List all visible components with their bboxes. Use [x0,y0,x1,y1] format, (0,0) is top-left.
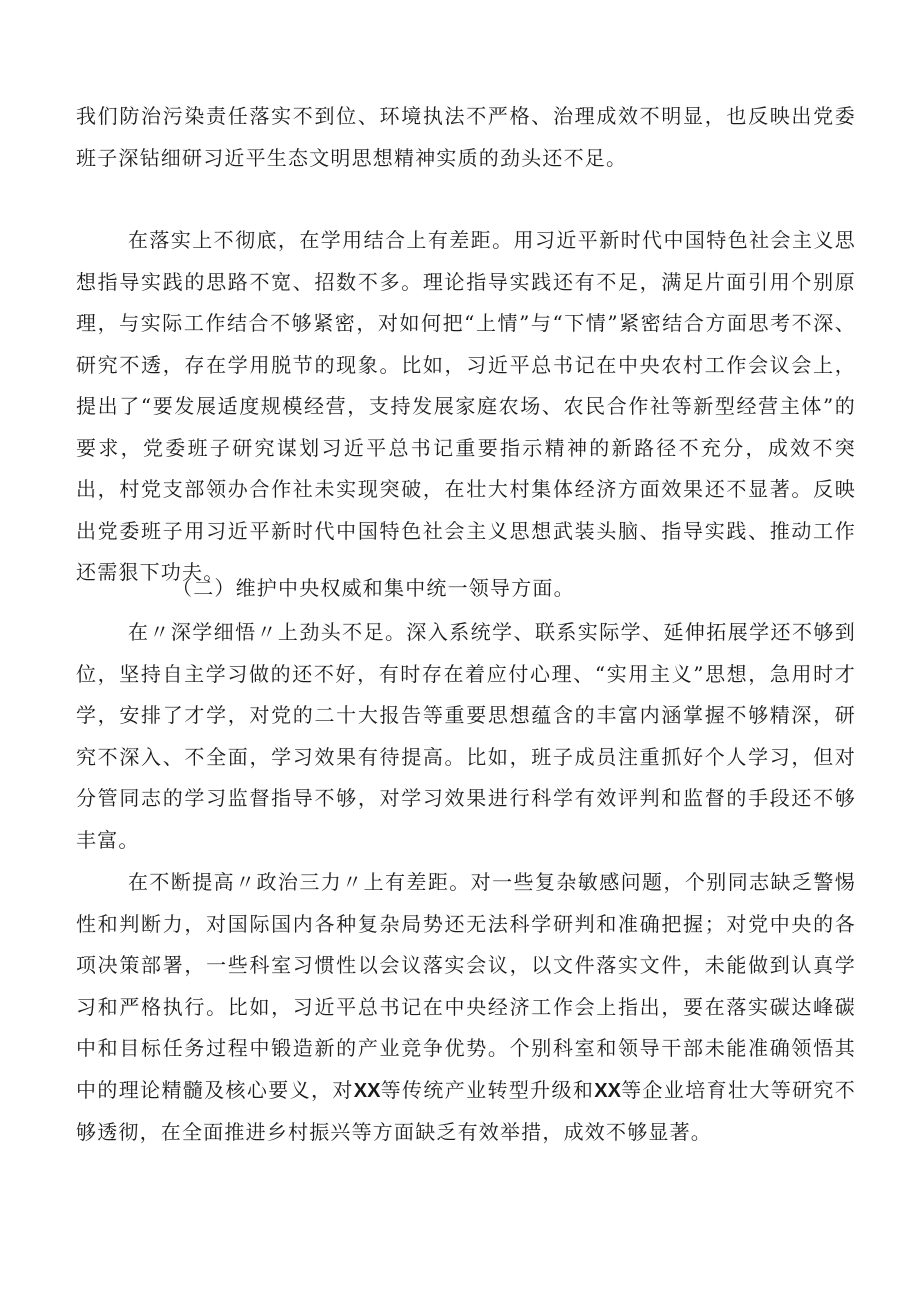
paragraph-text-part-1: 在不断提高〃政治三力〃上有差距。对一些复杂敏感问题，个别同志缺乏警惕性和判断力，对国际国内各种复杂局势还无法科学研判和准确把握；对党中央的各项决策部署，一些科室习惯性以会议落实会议，以文件落实文件，未能做到认真学习和严格执行。比如，习近平总书记在中央经济工作会上指出，要在落实碳达峰碳中和目标任务过程中锻造新的产业竞争优势。个别科室和领导干部未能准确领悟其中的理论精髓及核心要义，对 [76,870,856,1102]
paragraph-text-part-3: 等企业培育壮大等研究不够透彻，在全面推进乡村振兴等方面缺乏有效举措，成效不够显著。 [76,1077,856,1144]
paragraph-text-part-2: 等传统产业转型升级和 [380,1077,595,1102]
paragraph-deep-study: 在〃深学细悟〃上劲头不足。深入系统学、联系实际学、延伸拓展学还不够到位，坚持自主学习做的还不好，有时存在着应付心理、“实用主义”思想，急用时才学，安排了才学，对党的二十大报告等重要思想蕴含的丰富内涵掌握不够精深，研究不深入、不全面，学习效果有待提高。比如，班子成员注重抓好个人学习，但对分管同志的学习监督指导不够，对学习效果进行科学有效评判和监督的手段还不够丰富。 [76,620,856,852]
section-heading: （二）维护中央权威和集中统一领导方面。 [172,576,575,600]
placeholder-xx-2: XX [594,1079,621,1102]
placeholder-xx-1: XX [353,1079,381,1102]
paragraph-continuation: 我们防治污染责任落实不到位、环境执法不严格、治理成效不明显，也反映出党委班子深钻细研习近平生态文明思想精神实质的劲头还不足。 [76,104,856,170]
paragraph-learning-application: 在落实上不彻底，在学用结合上有差距。用习近平新时代中国特色社会主义思想指导实践的思路不宽、招数不多。理论指导实践还有不足，满足片面引用个别原理，与实际工作结合不够紧密，对如何把“上情”与“下情”紧密结合方面思考不深、研究不透，存在学用脱节的现象。比如，习近平总书记在中央农村工作会议会上，提出了“要发展适度规模经营，支持发展家庭农场、农民合作社等新型经营主体”的要求，党委班子研究谋划习近平总书记重要指示精神的新路径不充分，成效不突出，村党支部领办合作社未实现突破，在壮大村集体经济方面效果还不显著。反映出党委班子用习近平新时代中国特色社会主义思想武装头脑、指导实践、推动工作还需狠下功夫。 [76,228,856,584]
paragraph-political-ability [76,862,856,1154]
